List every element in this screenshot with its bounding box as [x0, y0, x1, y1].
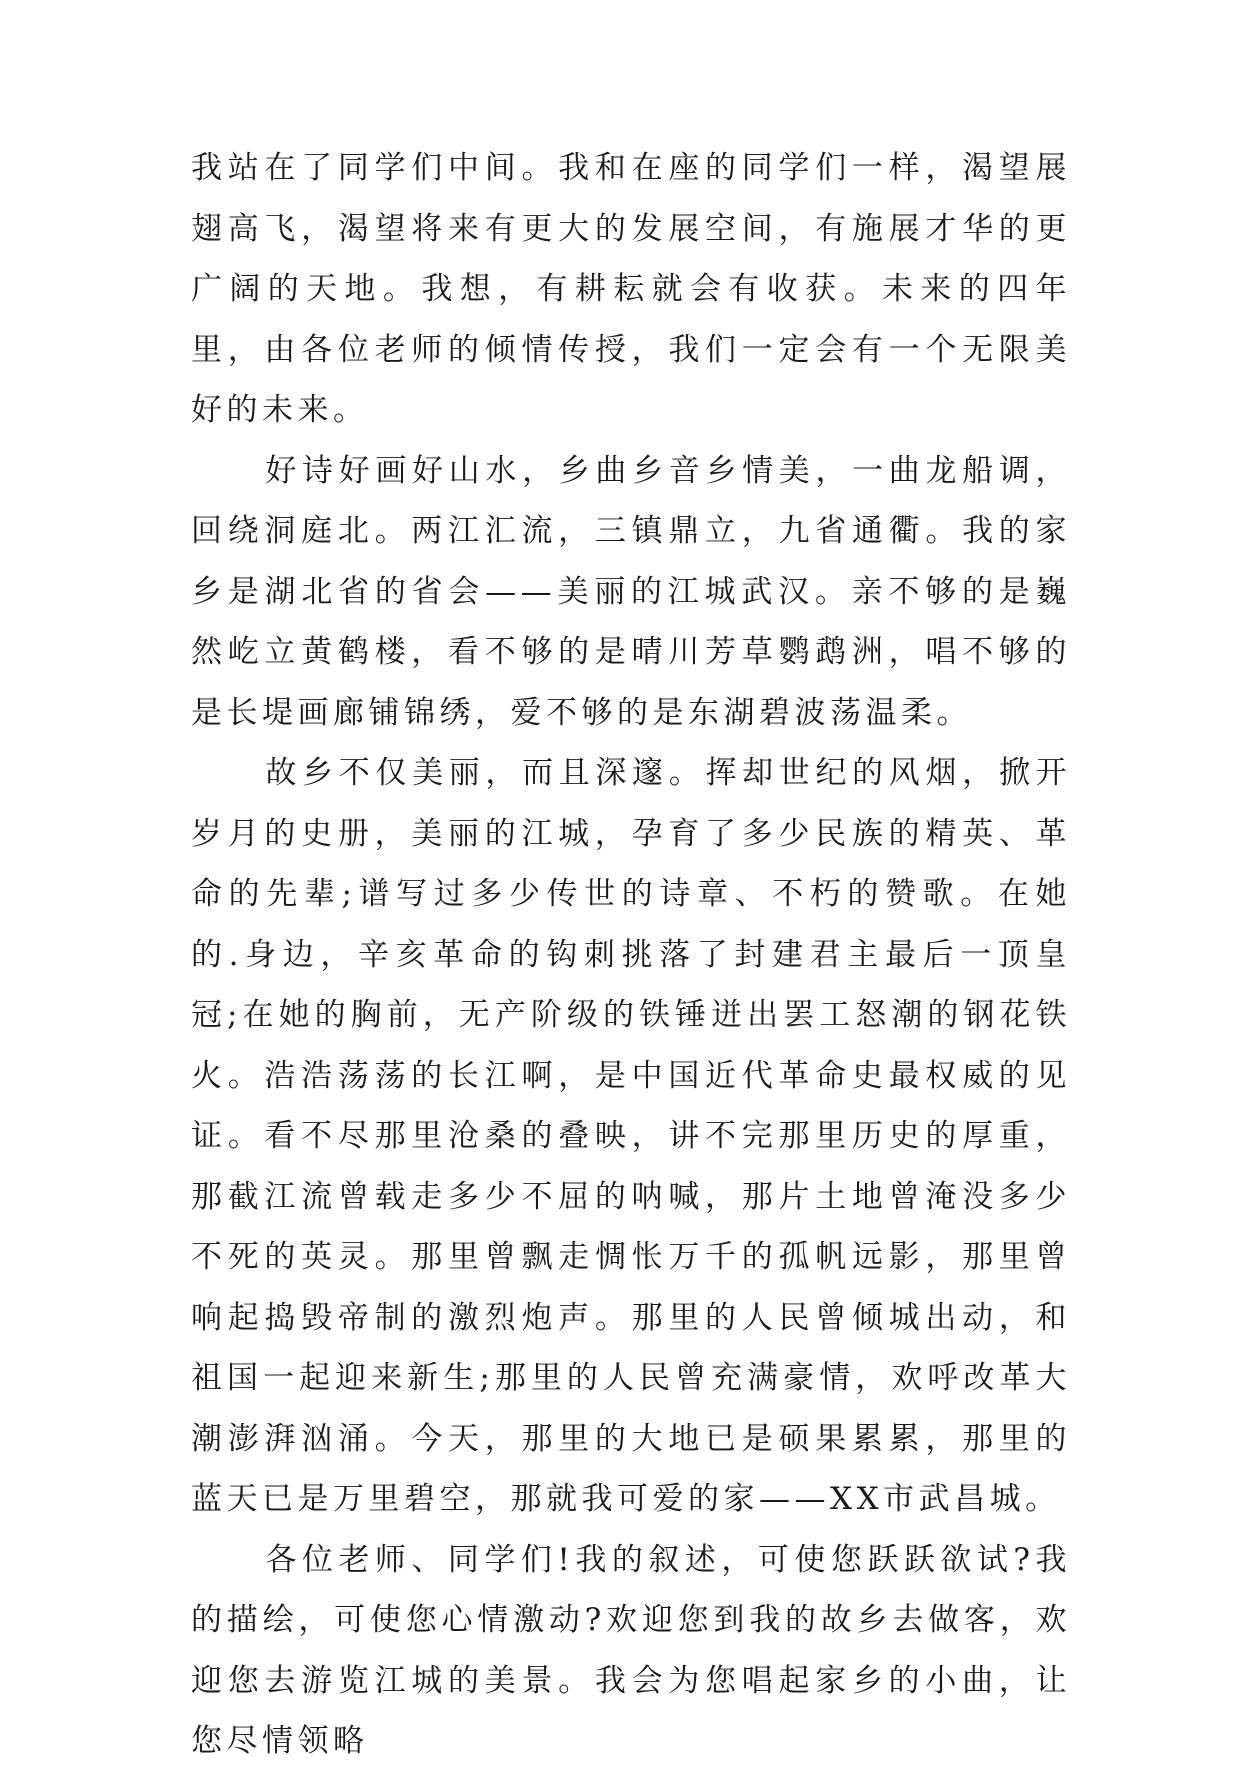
paragraph-2: 好诗好画好山水，乡曲乡音乡情美，一曲龙船调，回绕洞庭北。两江汇流，三镇鼎立，九省通衢。我的家乡是湖北省的省会——美丽的江城武汉。亲不够的是巍然屹立黄鹤楼，看不够的是晴川芳草鹦鹉洲，唱不够的是长堤画廊铺锦绣，爱不够的是东湖碧波荡温柔。	[191, 452, 1071, 731]
document-body	[191, 138, 1071, 1772]
paragraph-4: 各位老师、同学们!我的叙述，可使您跃跃欲试?我的描绘，可使您心情激动?欢迎您到我的故乡去做客，欢迎您去游览江城的美景。我会为您唱起家乡的小曲，让您尽情领略	[191, 1541, 1071, 1759]
paragraph-1: 我站在了同学们中间。我和在座的同学们一样，渴望展翅高飞，渴望将来有更大的发展空间，有施展才华的更广阔的天地。我想，有耕耘就会有收获。未来的四年里，由各位老师的倾情传授，我们一定会有一个无限美好的未来。	[191, 150, 1071, 428]
paragraph-3: 故乡不仅美丽，而且深邃。挥却世纪的风烟，掀开岁月的史册，美丽的江城，孕育了多少民族的精英、革命的先辈;谱写过多少传世的诗章、不朽的赞歌。在她的.身边，辛亥革命的钩刺挑落了封建君主最后一顶皇冠;在她的胸前，无产阶级的铁锤迸出罢工怒潮的钢花铁火。浩浩荡荡的长江啊，是中国近代革命史最权威的见证。看不尽那里沧桑的叠映，讲不完那里历史的厚重，那截江流曾载走多少不屈的呐喊，那片土地曾淹没多少不死的英灵。那里曾飘走惆怅万千的孤帆远影，那里曾响起捣毁帝制的激烈炮声。那里的人民曾倾城出动，和祖国一起迎来新生;那里的人民曾充满豪情，欢呼改革大潮澎湃汹涌。今天，那里的大地已是硕果累累，那里的蓝天已是万里碧空，那就我可爱的家——XX市武昌城。	[191, 755, 1071, 1517]
